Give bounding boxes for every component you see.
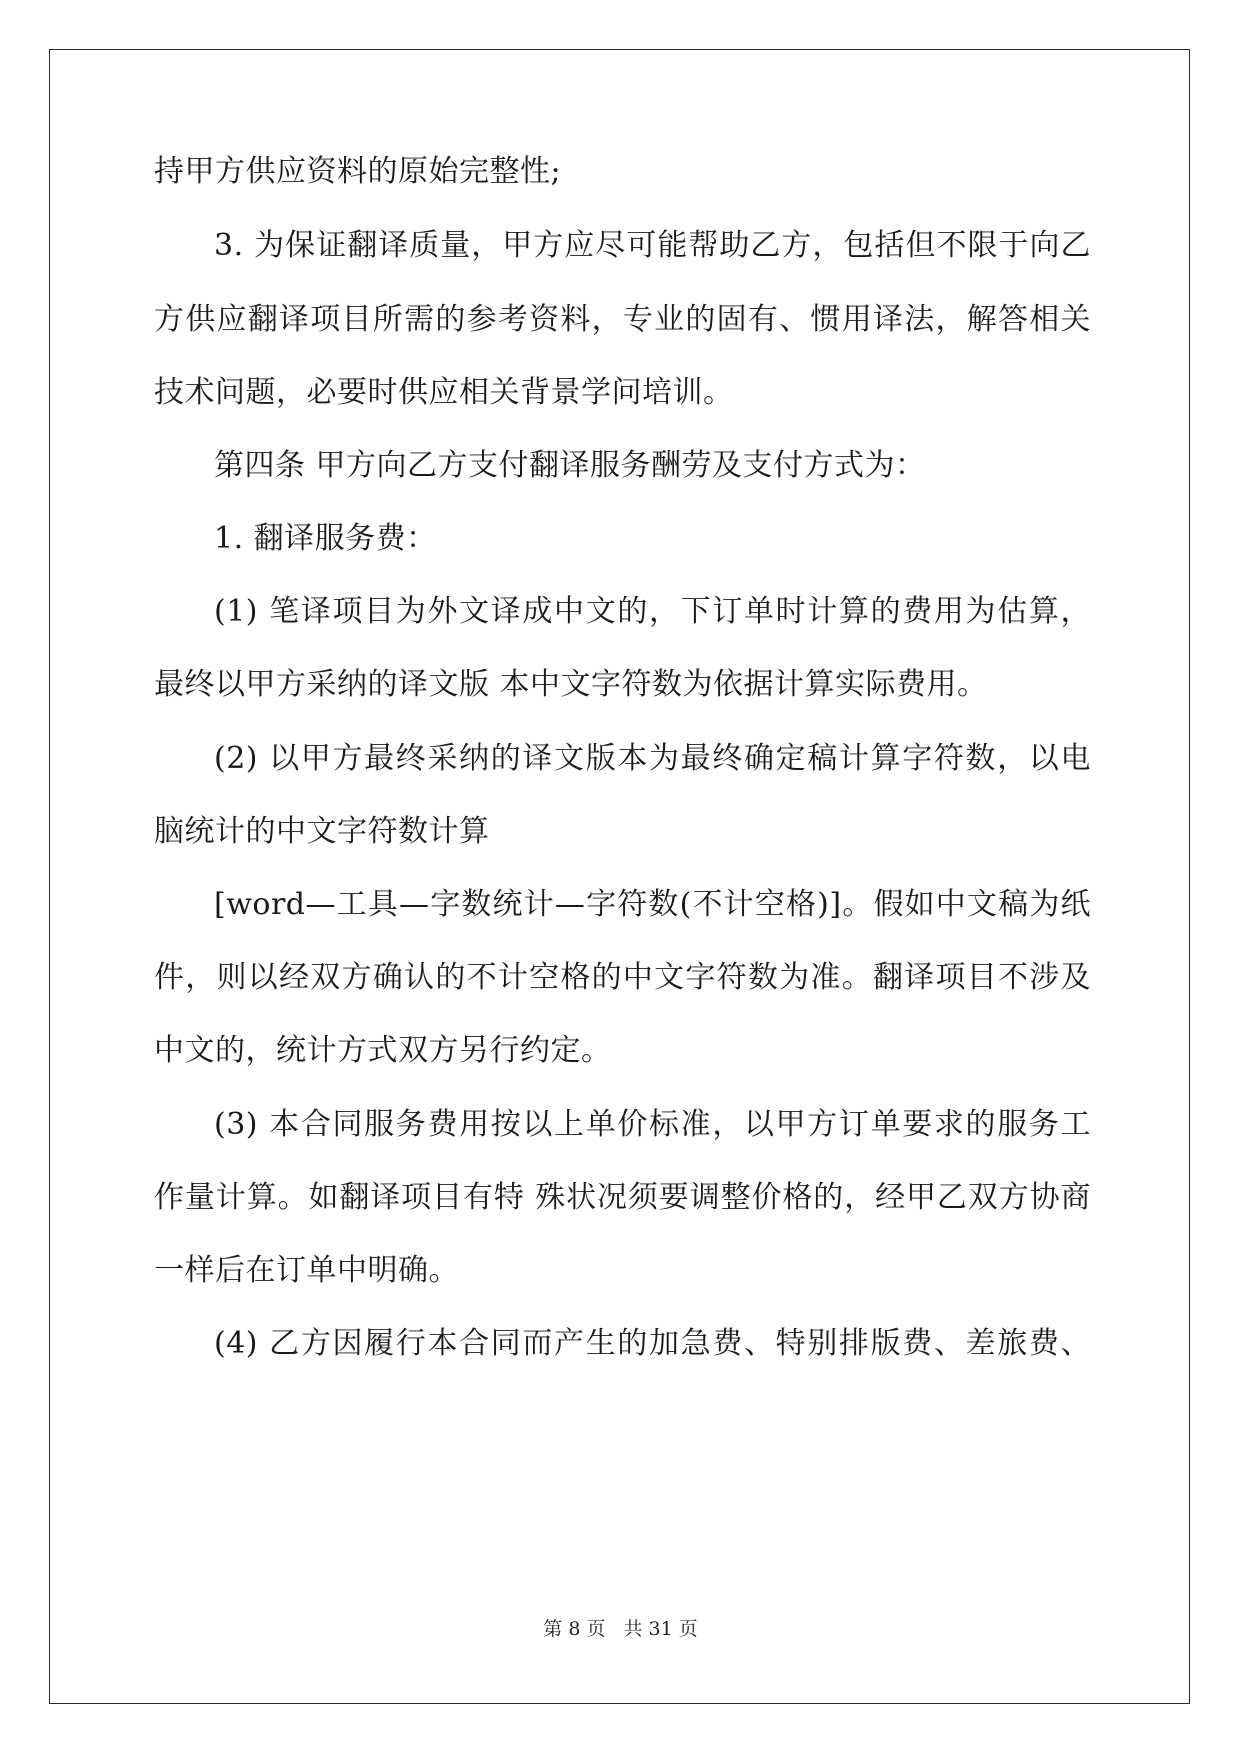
body-line-12: 件，则以经双方确认的不计空格的中文字符数为准。翻译项目不涉及 [154, 960, 1091, 995]
body-line-1: 持甲方供应资料的原始完整性; [154, 154, 562, 189]
page-border [49, 49, 1190, 1704]
body-line-16: 一样后在订单中明确。 [154, 1253, 459, 1288]
body-line-6: 1. 翻译服务费： [214, 521, 437, 556]
article-heading: 第四条 甲方向乙方支付翻译服务酬劳及支付方式为： [214, 448, 926, 483]
body-line-14: (3) 本合同服务费用按以上单价标准，以甲方订单要求的服务工 [214, 1107, 1091, 1142]
body-line-10: 脑统计的中文字符数计算 [154, 814, 490, 849]
page-number: 第 8 页 [543, 1618, 606, 1640]
body-line-7: (1) 笔译项目为外文译成中文的，下订单时计算的费用为估算， [214, 594, 1091, 629]
body-line-13: 中文的，统计方式双方另行约定。 [154, 1033, 612, 1068]
page-footer [0, 1617, 1241, 1641]
body-line-8: 最终以甲方采纳的译文版 本中文字符数为依据计算实际费用。 [154, 667, 988, 702]
body-line-11: [word—工具—字数统计—字符数(不计空格)]。假如中文稿为纸 [214, 887, 1091, 922]
body-line-9: (2) 以甲方最终采纳的译文版本为最终确定稿计算字符数，以电 [214, 741, 1091, 776]
body-line-3: 方供应翻译项目所需的参考资料，专业的固有、惯用译法，解答相关 [154, 302, 1091, 337]
body-line-15: 作量计算。如翻译项目有特 殊状况须要调整价格的，经甲乙双方协商 [154, 1180, 1091, 1215]
body-line-4: 技术问题，必要时供应相关背景学问培训。 [154, 375, 734, 410]
page-total: 共 31 页 [623, 1618, 698, 1640]
body-line-2: 3. 为保证翻译质量，甲方应尽可能帮助乙方，包括但不限于向乙 [214, 228, 1091, 263]
body-line-17: (4) 乙方因履行本合同而产生的加急费、特别排版费、差旅费、 [214, 1326, 1091, 1361]
